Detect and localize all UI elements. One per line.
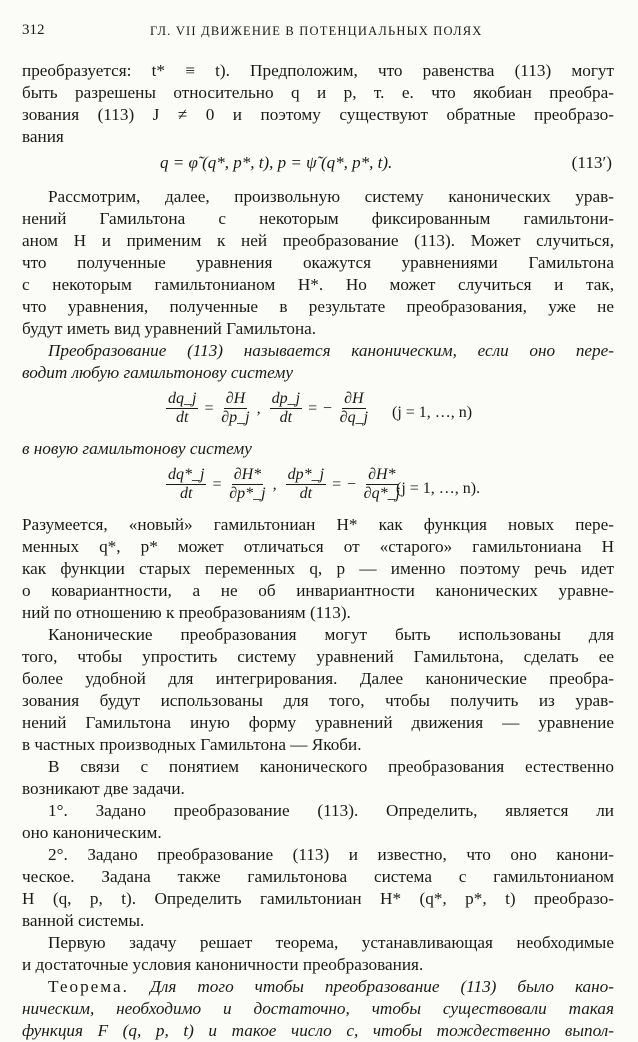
- text-line: что полученные уравнения окажутся уравнениями Гамильтона: [22, 253, 614, 272]
- text-line: нений Гамильтона с некоторым фиксированным гамильтони-: [22, 209, 614, 228]
- text-line: аном H и применим к ней преобразование (113). Может случиться,: [22, 231, 614, 250]
- text-line: того, чтобы упростить систему уравнений Гамильтона, сделать ее: [22, 647, 614, 666]
- text-line: Преобразование (113) называется каноническим, если оно пере-: [48, 341, 614, 360]
- text-line: что уравнения, полученные в результате преобразования, уже не: [22, 297, 614, 316]
- formula-text: q = φ̃ (q*, p*, t), p = ψ̃ (q*, p*, t).: [160, 153, 393, 172]
- text-line: водит любую гамильтонову систему: [22, 363, 293, 382]
- fraction: $\frac{dq\_j}{dt}$: [168, 390, 197, 426]
- text-line: быть разрешены относительно q и p, т. е. что якобиан преобра-: [22, 83, 614, 102]
- fraction: $\frac{\partial H*}{\partial p*\_j}$: [229, 466, 266, 502]
- text-line: о ковариантности, а не об инвариантности канонических уравне-: [22, 581, 614, 600]
- text-line: в новую гамильтонову систему: [22, 439, 252, 458]
- page-number: 312: [22, 22, 45, 38]
- text-line: менных q*, p* может отличаться от «старого» гамильтониана H: [22, 537, 614, 556]
- page-header: [22, 22, 616, 42]
- text-line: ческое. Задана также гамильтонова система с гамильтонианом: [22, 867, 614, 886]
- text-line: 1°. Задано преобразование (113). Определить, является ли: [48, 801, 614, 820]
- text-line: Разумеется, «новый» гамильтониан H* как функция новых пере-: [22, 515, 614, 534]
- text-line: оно каноническим.: [22, 823, 162, 842]
- theorem-line: [22, 976, 614, 998]
- text-line: будут иметь вид уравнений Гамильтона.: [22, 319, 317, 338]
- text-line: 2°. Задано преобразование (113) и известно, что оно канони-: [48, 845, 614, 864]
- text-line: функция F (q, p, t) и такое число c, чтобы тождественно выпол-: [22, 1021, 614, 1040]
- running-head: ГЛ. VII ДВИЖЕНИЕ В ПОТЕНЦИАЛЬНЫХ ПОЛЯХ: [150, 24, 483, 38]
- text-line: Первую задачу решает теорема, устанавливающая необходимые: [48, 933, 614, 952]
- theorem-label: Теорема.: [48, 977, 129, 996]
- hamilton-equations-old: $\frac{dq\_j}{dt}$ = $\frac{\partial H}{\partial p\_j}$ , $\frac{dp\_j}{dt}$ = − $\frac{\partial H}{\partial q\_j}$ (j = 1, …, n): [168, 390, 473, 426]
- formula-number: (113′): [571, 153, 612, 172]
- fraction: $\frac{dq*\_j}{dt}$: [168, 466, 205, 502]
- fraction: $\frac{\partial H}{\partial q\_j}$: [339, 390, 369, 426]
- theorem-text: Для того чтобы преобразование (113) было кано-: [149, 977, 614, 996]
- text-line: преобразуется: t* ≡ t). Предположим, что равенства (113) могут: [22, 61, 614, 80]
- text-line: H (q, p, t). Определить гамильтониан H* (q*, p*, t) преобразо-: [22, 889, 614, 908]
- hamilton-equations-new: $\frac{dq*\_j}{dt}$ = $\frac{\partial H*}{\partial p*\_j}$ , $\frac{dp*\_j}{dt}$ = − $\frac{\partial H*}{\partial q*\_j}$ (j = 1, …, n).: [168, 466, 481, 502]
- fraction: $\frac{\partial H}{\partial p\_j}$: [221, 390, 250, 426]
- text-line: вания: [22, 127, 64, 146]
- text-line: Канонические преобразования могут быть использованы для: [48, 625, 614, 644]
- text-line: зования (113) J ≠ 0 и поэтому существуют обратные преобразо-: [22, 105, 614, 124]
- text-line: как функции старых переменных q, p — именно поэтому речь идет: [22, 559, 614, 578]
- page-body: [22, 60, 614, 1042]
- text-line: зования будут использованы для того, чтобы получить из урав-: [22, 691, 614, 710]
- text-line: В связи с понятием канонического преобразования естественно: [48, 757, 614, 776]
- text-line: с некоторым гамильтонианом H*. Но может случиться и так,: [22, 275, 614, 294]
- index-condition: (j = 1, …, n).: [396, 480, 481, 497]
- text-line: более удобной для интегрирования. Далее канонические преобра-: [22, 669, 614, 688]
- text-line: ническим, необходимо и достаточно, чтобы существовали такая: [22, 999, 614, 1018]
- text-line: ванной системы.: [22, 911, 145, 930]
- text-line: и достаточные условия каноничности преобразования.: [22, 955, 424, 974]
- text-line: в частных производных Гамильтона — Якоби.: [22, 735, 362, 754]
- text-line: нений Гамильтона иную форму уравнений движения — уравнение: [22, 713, 614, 732]
- fraction: $\frac{dp\_j}{dt}$: [271, 390, 301, 426]
- fraction: $\frac{dp*\_j}{dt}$: [287, 466, 325, 502]
- text-line: Рассмотрим, далее, произвольную систему канонических урав-: [48, 187, 614, 206]
- index-condition: (j = 1, …, n): [392, 404, 473, 421]
- fraction: $\frac{\partial H*}{\partial q*\_j}$: [363, 466, 401, 502]
- text-line: возникают две задачи.: [22, 779, 185, 798]
- text-line: ний по отношению к преобразованиям (113).: [22, 603, 351, 622]
- formula-113-prime: [22, 148, 614, 178]
